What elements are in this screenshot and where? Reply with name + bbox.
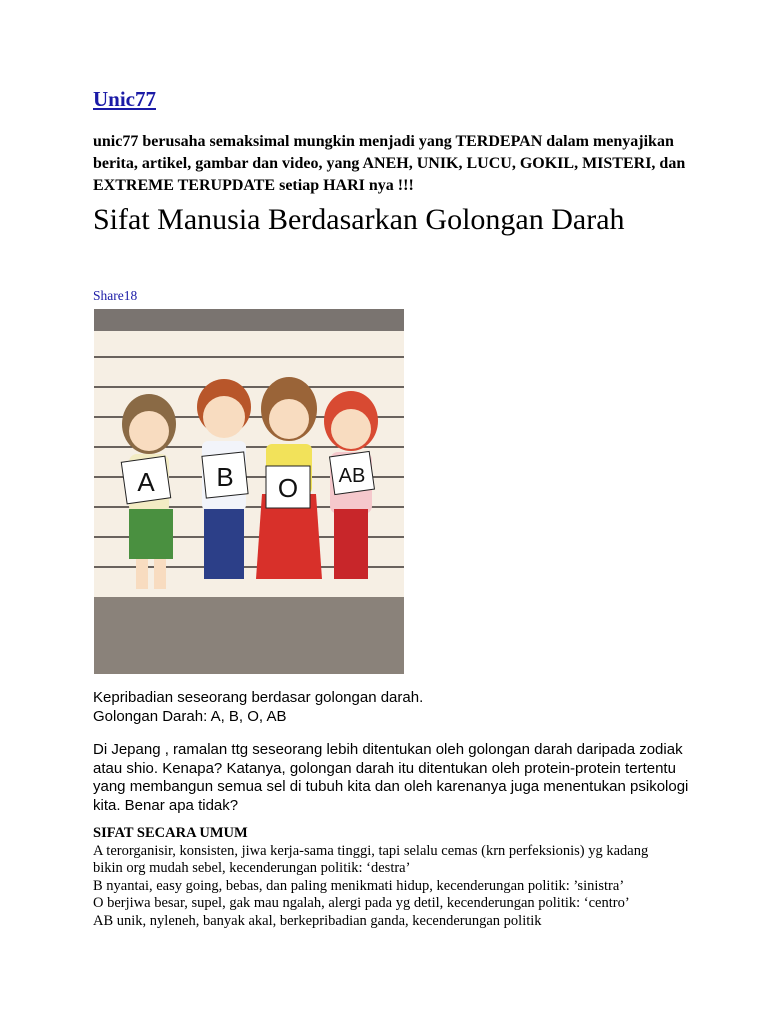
section-heading: SIFAT SECARA UMUM	[93, 825, 248, 841]
share-link[interactable]: Share18	[93, 288, 138, 303]
trait-o: O berjiwa besar, supel, gak mau ngalah, alergi pada yg detil, kecenderungan politik: ‘centro’	[93, 895, 630, 912]
trait-ab: AB unik, nyleneh, banyak akal, berkepribadian ganda, kecenderungan politik	[93, 912, 542, 929]
card-b: B	[216, 462, 234, 492]
blood-type-illustration	[94, 309, 404, 674]
traits-section	[93, 825, 693, 931]
article-title: Sifat Manusia Berdasarkan Golongan Darah	[93, 203, 625, 236]
site-title-link[interactable]: Unic77	[93, 87, 156, 111]
card-o: O	[277, 473, 299, 503]
body-paragraph: Di Jepang , ramalan ttg seseorang lebih ditentukan oleh golongan darah daripada zodiak atau shio. Kenapa? Katanya, golongan darah itu ditentukan oleh protein-protein tertentu yang membangun semua sel di tubuh kita dan oleh karenanya juga menentukan psikologi kita. Benar apa tidak?	[93, 741, 689, 814]
intro-line: Kepribadian seseorang berdasar golongan darah.	[93, 689, 424, 706]
site-tagline: unic77 berusaha semaksimal mungkin menjadi yang TERDEPAN dalam menyajikan berita, artikel, gambar dan video, yang ANEH, UNIK, LUCU, GOKIL, MISTERI, dan EXTREME TERUPDATE setiap HARI nya !!!	[93, 133, 686, 194]
intro-text	[93, 688, 693, 726]
card-ab: AB	[338, 465, 366, 487]
trait-b: B nyantai, easy going, bebas, dan paling menikmati hidup, kecenderungan politik: ’sinistra’	[93, 877, 625, 894]
intro-line: Golongan Darah: A, B, O, AB	[93, 708, 287, 725]
trait-a: A terorganisir, konsisten, jiwa kerja-sama tinggi, tapi selalu cemas (krn perfeksionis) yg kadang bikin org mudah sebel, kecenderungan politik: ‘destra’	[93, 842, 649, 877]
card-a: A	[137, 467, 155, 497]
